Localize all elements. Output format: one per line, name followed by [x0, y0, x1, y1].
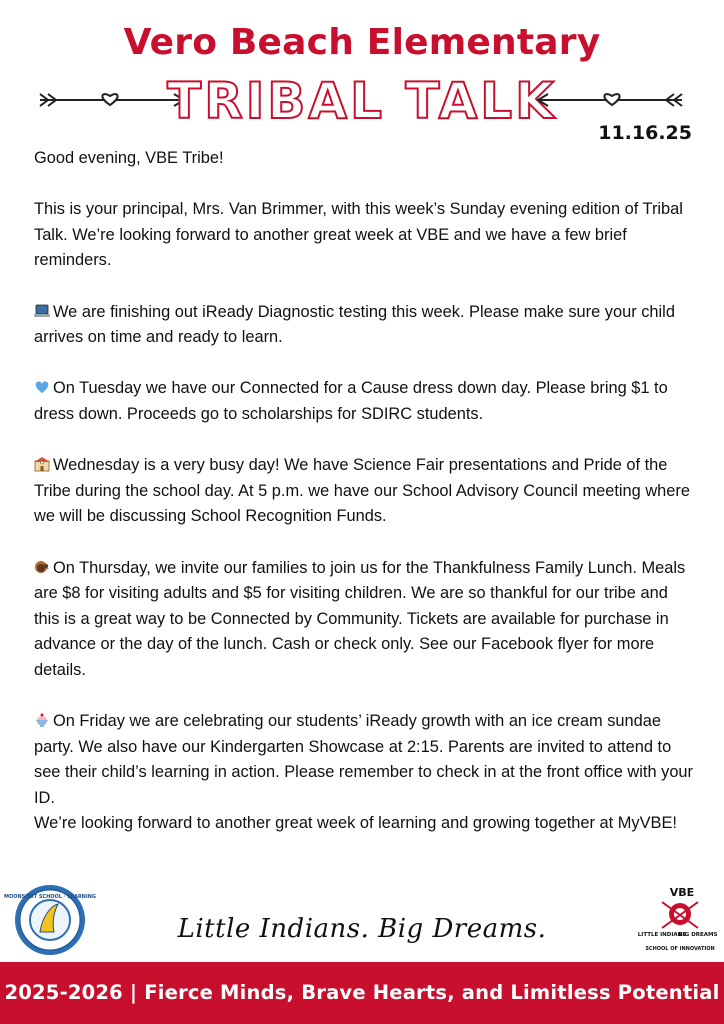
reminder-item: On Thursday, we invite our families to join us for the Thankfulness Family Lunch. Meals are $8 for visiting adults and $5 for visiting children. We are so thankful for our tribe and this is a great way to be Connected by Community. Tickets are available for purchase in advance or the day of the lunch. Cash or check only. See our Facebook flyer for more details. — [34, 558, 686, 679]
laptop-icon — [34, 304, 50, 318]
school-icon — [34, 457, 50, 471]
reminder-item: Wednesday is a very busy day! We have Science Fair presentations and Pride of the Tribe during the school day. At 5 p.m. we have our School Advisory Council meeting where we will be discussing School Recognition Funds. — [34, 456, 690, 526]
vbe-school-logo — [637, 884, 718, 956]
closing-paragraph: We’re looking forward to another great week of learning and growing together at MyVBE! — [34, 814, 677, 833]
footer-banner: 2025-2026 | Fierce Minds, Brave Hearts, and Limitless Potential — [0, 962, 724, 1024]
svg-text:BIG DREAMS: BIG DREAMS — [678, 932, 718, 938]
svg-text:VBE: VBE — [669, 886, 695, 899]
school-name: Vero Beach Elementary — [123, 22, 601, 63]
tagline: Little Indians. Big Dreams. — [177, 914, 547, 944]
newsletter-title: TRIBAL TALK — [167, 72, 557, 130]
reminder-item: We are finishing out iReady Diagnostic testing this week. Please make sure your child arrives on time and ready to learn. — [34, 302, 675, 347]
seal-text: MOONSHOT SCHOOL · LEARNING — [3, 894, 97, 900]
svg-text:LITTLE INDIANS: LITTLE INDIANS — [637, 932, 687, 938]
intro-paragraph: This is your principal, Mrs. Van Brimmer, with this week’s Sunday evening edition of Tribal Talk. We’re looking forward to another great week at VBE and we have a few brief reminders. — [34, 200, 683, 270]
turkey-icon — [34, 560, 50, 574]
blue-heart-icon — [34, 380, 50, 394]
decorative-arrow-right-icon — [534, 88, 686, 112]
ice-cream-icon — [34, 713, 50, 727]
svg-text:SCHOOL OF INNOVATION: SCHOOL OF INNOVATION — [645, 946, 715, 952]
issue-date: 11.16.25 — [598, 122, 692, 144]
greeting: Good evening, VBE Tribe! — [34, 149, 224, 167]
reminder-item: On Tuesday we have our Connected for a Cause dress down day. Please bring $1 to dress down. Proceeds go to scholarships for SDIRC students. — [34, 379, 668, 423]
letter-body — [34, 146, 694, 863]
reminder-item: On Friday we are celebrating our students’ iReady growth with an ice cream sundae party. We also have our Kindergarten Showcase at 2:15. Parents are invited to attend to see their child’s learning in action. Please remember to check in at the front office with your ID. — [34, 712, 694, 807]
